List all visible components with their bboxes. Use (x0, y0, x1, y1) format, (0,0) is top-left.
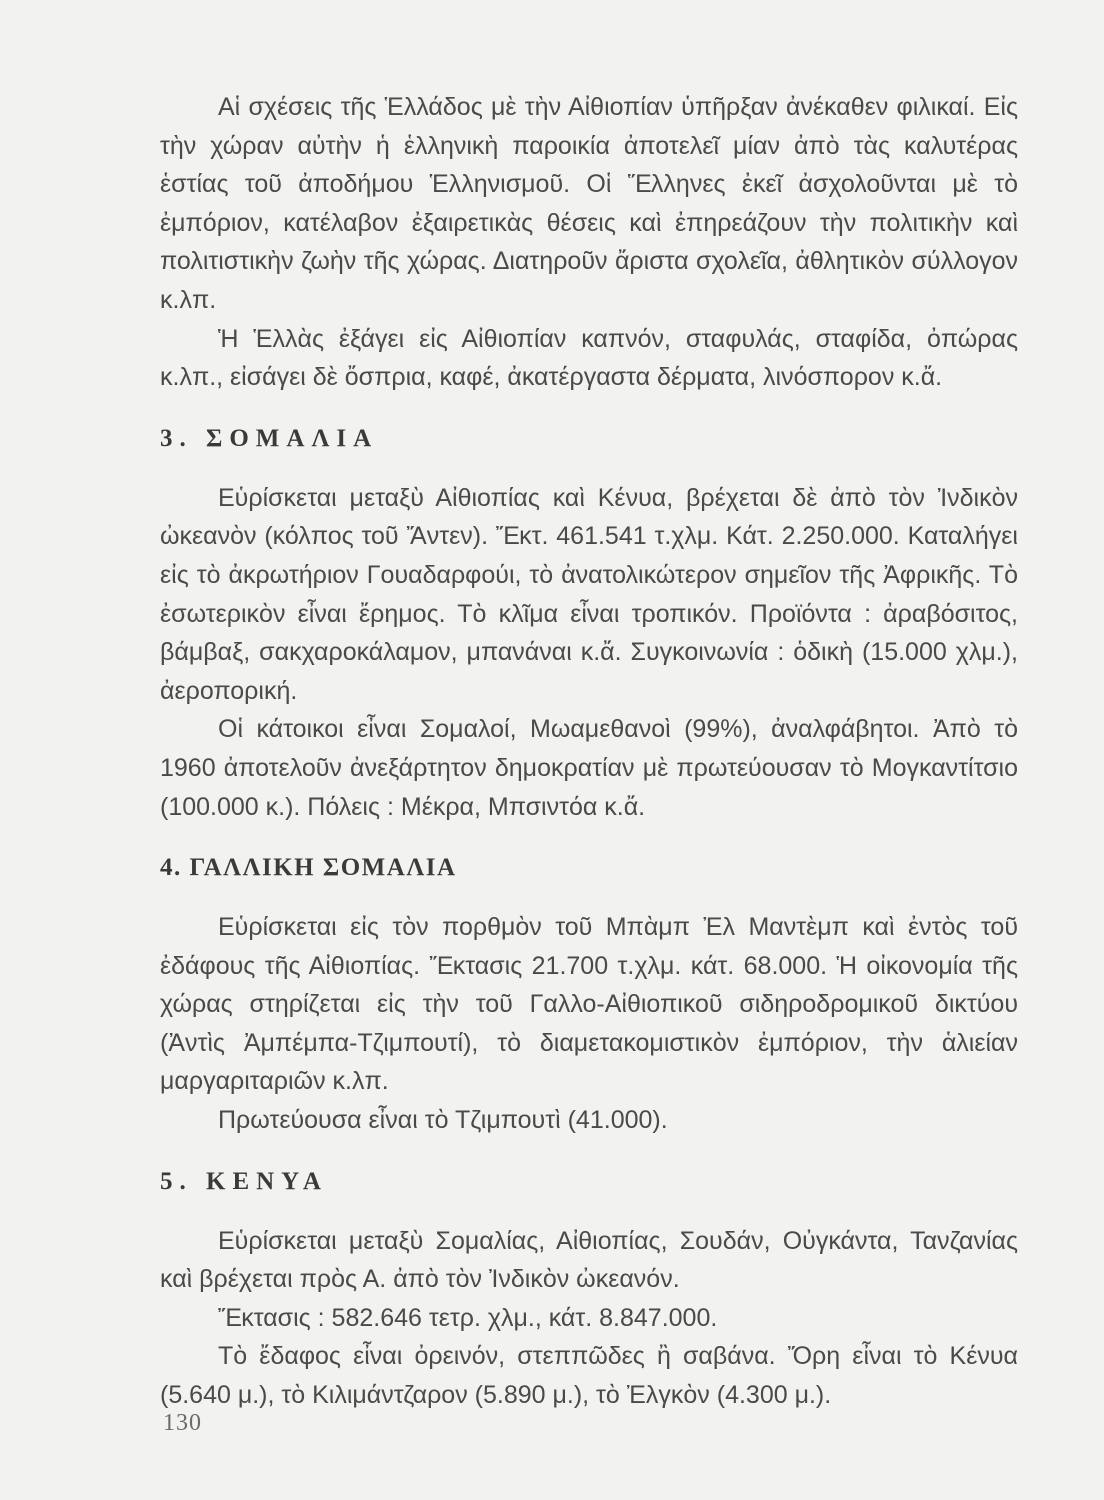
section-heading: 4. ΓΑΛΛΙΚΗ ΣΟΜΑΛΙΑ (160, 854, 457, 882)
section-french-somalia (160, 853, 1018, 1140)
page-content (160, 88, 1018, 1415)
paragraph: Ἡ Ἑλλὰς ἐξάγει εἰς Αἰθιοπίαν καπνόν, σταφυλάς, σταφίδα, ὀπώρας κ.λπ., εἰσάγει δὲ ὄσπρια, καφέ, ἀκατέργαστα δέρματα, λινόσπορον κ.ἄ. (160, 324, 1018, 392)
paragraph: Ἔκτασις : 582.646 τετρ. χλμ., κάτ. 8.847.000. (218, 1303, 718, 1332)
section-heading: 5. ΚΕΝΥΑ (160, 1167, 328, 1195)
paragraph: Εὑρίσκεται εἰς τὸν πορθμὸν τοῦ Μπὰμπ Ἐλ Μαντὲμπ καὶ ἐντὸς τοῦ ἐδάφους τῆς Αἰθιοπίας. Ἔκτασις 21.700 τ.χλμ. κάτ. 68.000. Ἡ οἰκονομία τῆς χώρας στηρίζεται εἰς τὴν τοῦ Γαλλο-Αἰθιοπικοῦ σιδηροδρομικοῦ δικτύου (Ἀντὶς Ἀμπέμπα-Τζιμπουτί), τὸ διαμετακομιστικὸν ἐμπόριον, τὴν ἁλιείαν μαργαριταριῶν κ.λπ. (160, 913, 1018, 1096)
paragraph: Τὸ ἔδαφος εἶναι ὀρεινόν, στεππῶδες ἢ σαβάνα. Ὄρη εἶναι τὸ Κένυα (5.640 μ.), τὸ Κιλιμάντζαρον (5.890 μ.), τὸ Ἐλγκὸν (4.300 μ.). (160, 1342, 1018, 1410)
paragraph: Οἱ κάτοικοι εἶναι Σομαλοί, Μωαμεθανοὶ (99%), ἀναλφάβητοι. Ἀπὸ τὸ 1960 ἀποτελοῦν ἀνεξάρτητον δημοκρατίαν μὲ πρωτεύουσαν τὸ Μογκαντίτσιο (100.000 κ.). Πόλεις : Μέκρα, Μπσιντόα κ.ἄ. (160, 715, 1018, 821)
section-intro (160, 88, 1018, 397)
paragraph: Εὑρίσκεται μεταξὺ Σομαλίας, Αἰθιοπίας, Σουδάν, Οὐγκάντα, Τανζανίας καὶ βρέχεται πρὸς Α. ἀπὸ τὸν Ἰνδικὸν ὠκεανόν. (160, 1226, 1018, 1294)
page-number: 130 (163, 1410, 202, 1436)
section-somalia (160, 424, 1018, 826)
paragraph: Πρωτεύουσα εἶναι τὸ Τζιμπουτὶ (41.000). (218, 1106, 668, 1135)
paragraph: Εὑρίσκεται μεταξὺ Αἰθιοπίας καὶ Κένυα, βρέχεται δὲ ἀπὸ τὸν Ἰνδικὸν ὠκεανὸν (κόλπος τοῦ Ἄντεν). Ἔκτ. 461.541 τ.χλμ. Κάτ. 2.250.000. Καταλήγει εἰς τὸ ἀκρωτήριον Γουαδαρφούι, τὸ ἀνατολικώτερον σημεῖον τῆς Ἀφρικῆς. Τὸ ἐσωτερικὸν εἶναι ἔρημος. Τὸ κλῖμα εἶναι τροπικόν. Προϊόντα : ἀραβόσιτος, βάμβαξ, σακχαροκάλαμον, μπανάναι κ.ἄ. Συγκοινωνία : ὁδικὴ (15.000 χλμ.), ἀεροπορική. (160, 483, 1018, 705)
paragraph: Αἱ σχέσεις τῆς Ἑλλάδος μὲ τὴν Αἰθιοπίαν ὑπῆρξαν ἀνέκαθεν φιλικαί. Εἰς τὴν χώραν αὐτὴν ἡ ἑλληνικὴ παροικία ἀποτελεῖ μίαν ἀπὸ τὰς καλυτέρας ἑστίας τοῦ ἀποδήμου Ἑλληνισμοῦ. Οἱ Ἕλληνες ἐκεῖ ἀσχολοῦνται μὲ τὸ ἐμπόριον, κατέλαβον ἐξαιρετικὰς θέσεις καὶ ἐπηρεάζουν τὴν πολιτικὴν καὶ πολιτιστικὴν ζωὴν τῆς χώρας. Διατηροῦν ἄριστα σχολεῖα, ἀθλητικὸν σύλλογον κ.λπ. (160, 93, 1018, 314)
section-kenya (160, 1167, 1018, 1415)
section-heading: 3. ΣΟΜΑΛΙΑ (160, 424, 379, 452)
